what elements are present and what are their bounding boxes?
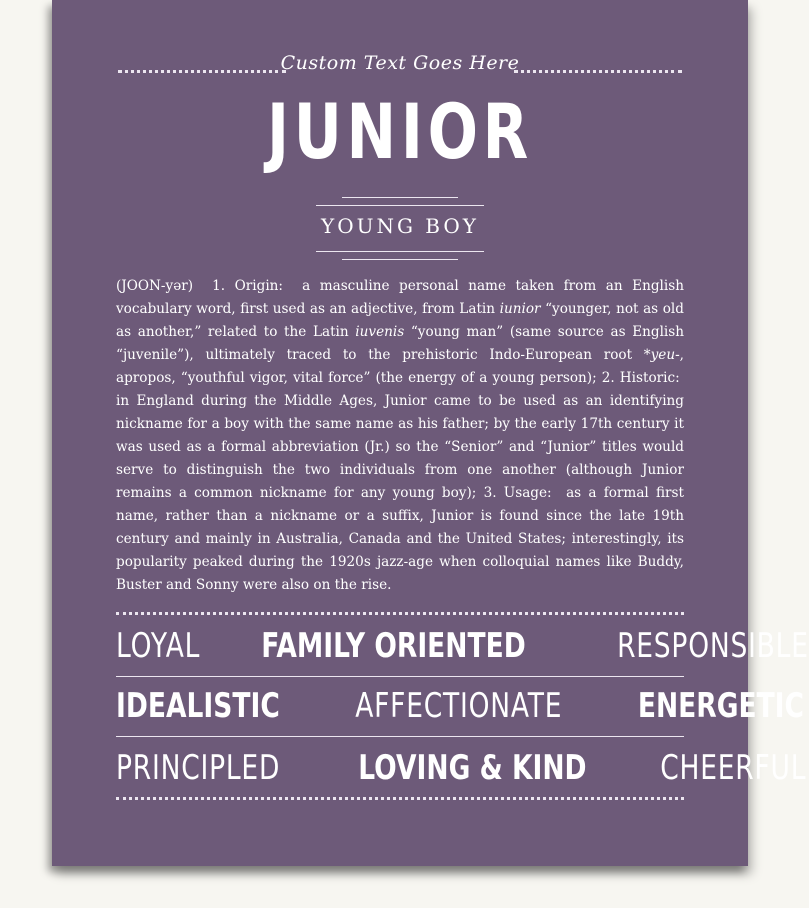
- trait: AFFECTIONATE: [355, 686, 563, 726]
- trait: ENERGETIC: [638, 686, 805, 726]
- latin-word-iuvenis: iuvenis: [355, 324, 405, 340]
- trait: FAMILY ORIENTED: [261, 626, 526, 666]
- meaning-rule-top-2: [316, 205, 484, 206]
- name-meaning: YOUNG BOY: [321, 214, 479, 238]
- traits-divider-1: [116, 676, 684, 677]
- root-word: *yeu-: [643, 347, 680, 363]
- poster-name-title: JUNIOR: [266, 87, 533, 176]
- trait: LOYAL: [116, 626, 201, 666]
- historic-label: 2. Historic:: [601, 370, 680, 386]
- traits-row-1: [116, 622, 809, 670]
- traits-top-dotted-rule: [116, 612, 684, 615]
- name-definition: [116, 275, 684, 597]
- historic-text: in England during the Middle Ages, Junior came to be used as an identifying nickname for a boy with the same name as his father; by the early 17th century it was used as a formal abbreviation (Jr.) so the “Senior” and “Junior” titles would serve to distinguish the two individuals from one another (although Junior remains a common nickname for any young boy);: [116, 393, 684, 501]
- trait: RESPONSIBLE: [617, 626, 809, 666]
- origin-text-2: “younger, not as old as another,” related to the Latin: [116, 301, 684, 340]
- origin-text-4: , apropos, “youthful vigor, vital force” (the energy of a young person);: [116, 347, 684, 386]
- pronunciation: (JOON-yər): [116, 278, 194, 294]
- latin-word-iunior: iunior: [499, 301, 541, 317]
- origin-label: 1. Origin:: [212, 278, 283, 294]
- trait: PRINCIPLED: [116, 748, 281, 788]
- usage-label: 3. Usage:: [483, 485, 552, 501]
- meaning-rule-top-1: [342, 197, 458, 198]
- trait: CHEERFUL: [660, 748, 807, 788]
- origin-text-3: “young man” (same source as English “juvenile”), ultimately traced to the prehistoric Indo-European root: [116, 324, 684, 363]
- meaning-rule-bottom-1: [316, 251, 484, 252]
- traits-divider-2: [116, 736, 684, 737]
- meaning-rule-bottom-2: [342, 259, 458, 260]
- trait: IDEALISTIC: [116, 686, 280, 726]
- traits-row-3: [116, 744, 807, 792]
- origin-text-1: a masculine personal name taken from an English vocabulary word, first used as an adjective, from Latin: [116, 278, 684, 317]
- traits-bottom-dotted-rule: [116, 797, 684, 800]
- name-poster: [52, 0, 809, 866]
- usage-text: as a formal first name, rather than a nickname or a suffix, Junior is found since the late 19th century and mainly in Australia, Canada and the United States; interestingly, its popularity peaked during the 1920s jazz-age when colloquial names like Buddy, Buster and Sonny were also on the rise.: [116, 485, 684, 593]
- traits-row-2: [116, 682, 805, 730]
- custom-text: Custom Text Goes Here: [280, 52, 520, 74]
- trait: LOVING & KIND: [358, 748, 588, 788]
